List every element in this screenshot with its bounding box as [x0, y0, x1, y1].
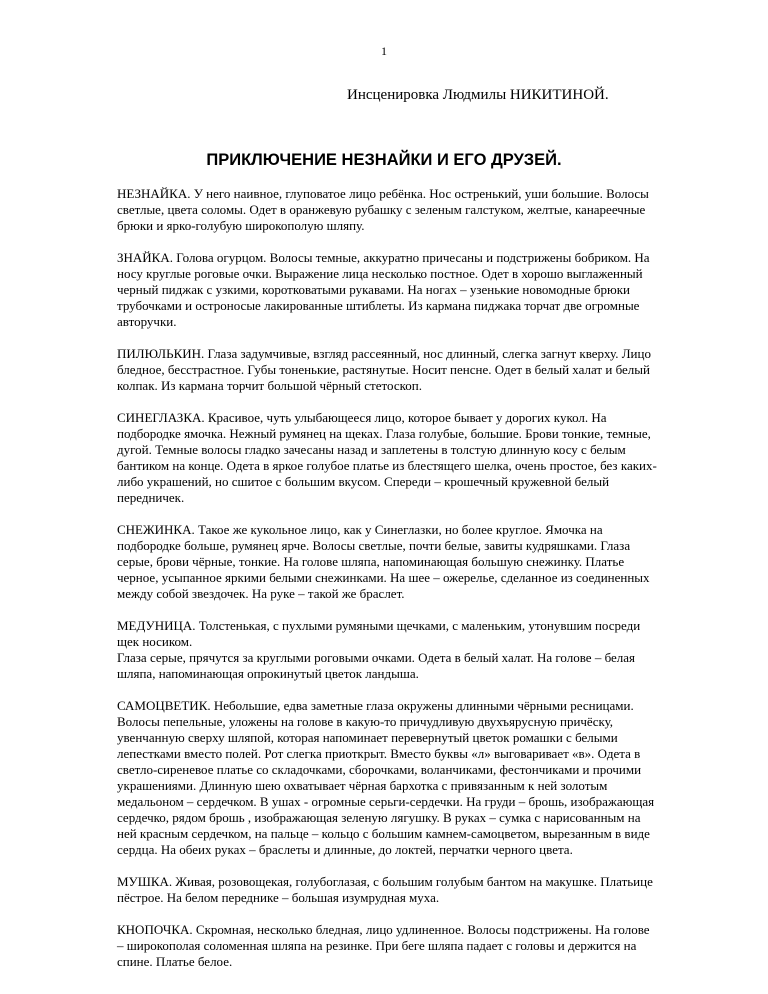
paragraph-sineglazka: СИНЕГЛАЗКА. Красивое, чуть улыбающееся лицо, которое бывает у дорогих кукол. На подбородке ямочка. Нежный румянец на щеках. Глаза голубые, большие. Брови тонкие, темные, дугой. Темные волосы гладко зачесаны назад и заплетены в толстую длинную косу с белым бантиком на конце. Одета в яркое голубое платье из блестящего шелка, очень простое, без каких-либо украшений, но сшитое с большим вкусом. Спереди – крошечный кружевной белый передничек. — [117, 410, 657, 505]
paragraph-snezhinka: СНЕЖИНКА. Такое же кукольное лицо, как у Синеглазки, но более круглое. Ямочка на подбородке больше, румянец ярче. Волосы светлые, почти белые, завиты кудряшками. Глаза серые, брови чёрные, тонкие. На голове шляпа, напоминающая большую снежинку. Платье черное, усыпанное яркими белыми снежинками. На шее – ожерелье, сделанное из соединенных между собой звездочек. На руке – такой же браслет. — [117, 522, 650, 601]
paragraph-znaika: ЗНАЙКА. Голова огурцом. Волосы темные, аккуратно причесаны и подстрижены бобриком. На носу круглые роговые очки. Выражение лица несколько постное. Одет в хорошо выглаженный черный пиджак с узкими, коротковатыми рукавами. На ногах – узенькие новомодные брюки трубочками и остроносые лакированные штиблеты. Из кармана пиджака торчат две огромные авторучки. — [117, 250, 650, 329]
author-line: Инсценировка Людмилы НИКИТИНОЙ. — [347, 87, 609, 103]
paragraph-neznaika: НЕЗНАЙКА. У него наивное, глуповатое лицо ребёнка. Нос остренький, уши большие. Волосы светлые, цвета соломы. Одет в оранжевую рубашку с зеленым галстуком, желтые, канареечные брюки и ярко-голубую широкополую шляпу. — [117, 186, 649, 233]
page-number: 1 — [381, 44, 387, 58]
paragraph-knopochka: КНОПОЧКА. Скромная, несколько бледная, лицо удлиненное. Волосы подстрижены. На голове – широкополая соломенная шляпа на резинке. При беге шляпа падает с головы и держится на спине. Платье белое. — [117, 922, 650, 969]
paragraph-mushka: МУШКА. Живая, розовощекая, голубоглазая, с большим голубым бантом на макушке. Платьице пёстрое. На белом переднике – большая изумрудная муха. — [117, 874, 653, 905]
character-descriptions — [117, 186, 657, 986]
document-title: ПРИКЛЮЧЕНИЕ НЕЗНАЙКИ И ЕГО ДРУЗЕЙ. — [206, 151, 562, 169]
paragraph-samotsvetik: САМОЦВЕТИК. Небольшие, едва заметные глаза окружены длинными чёрными ресницами. Волосы пепельные, уложены на голове в какую-то причудливую двухъярусную причёску, увенчанную сверху шляпой, которая напоминает перевернутый цветок ромашки с белыми лепестками вместо полей. Рот слегка приоткрыт. Вместо буквы «л» выговаривает «в». Одета в светло-сиреневое платье со складочками, сборочками, воланчиками, фестончиками и прочими украшениями. Длинную шею охватывает чёрная бархотка с привязанным к ней золотым медальоном – сердечком. В ушах - огромные серьги-сердечки. На груди – брошь, изображающая сердечко, рядом брошь , изображающая зеленую лягушку. В руках – сумка с нарисованным на ней красным сердечком, на пальце – кольцо с большим камнем-самоцветом, вырезанным в виде сердца. На обеих руках – браслеты и длинные, до локтей, перчатки черного цвета. — [117, 698, 655, 857]
paragraph-medunitsa: МЕДУНИЦА. Толстенькая, с пухлыми румяными щечками, с маленьким, утонувшим посреди щек носиком. Глаза серые, прячутся за круглыми роговыми очками. Одета в белый халат. На голове – белая шляпа, напоминающая опрокинутый цветок ландыша. — [117, 618, 641, 681]
paragraph-pilyulkin: ПИЛЮЛЬКИН. Глаза задумчивые, взгляд рассеянный, нос длинный, слегка загнут кверху. Лицо бледное, бесстрастное. Губы тоненькие, растянутые. Носит пенсне. Одет в белый халат и белый колпак. Из кармана торчит большой чёрный стетоскоп. — [117, 346, 651, 393]
